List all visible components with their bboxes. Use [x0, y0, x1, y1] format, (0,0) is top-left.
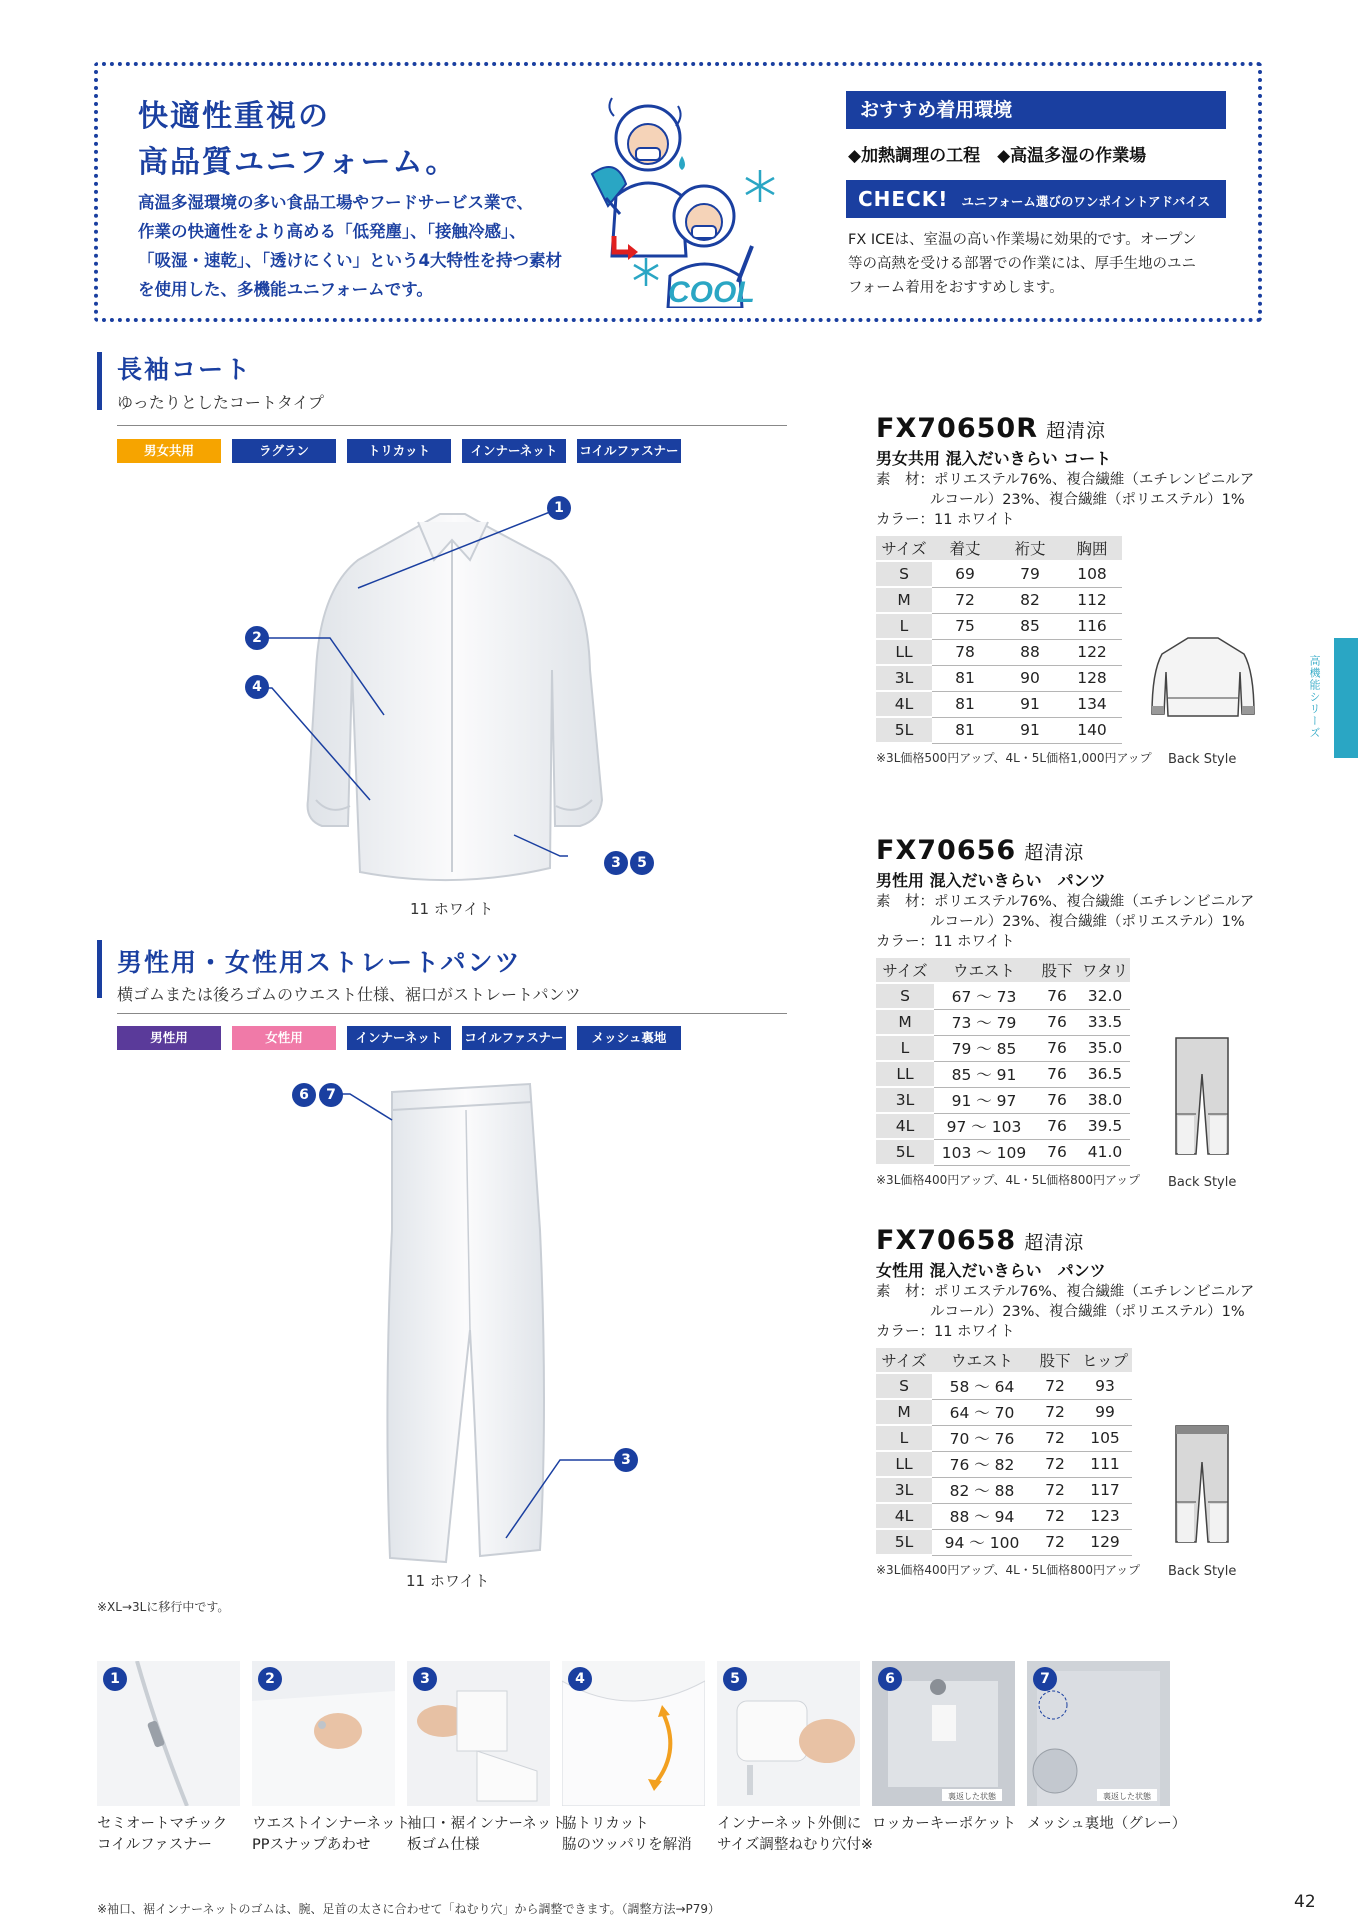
coat-section-bar — [97, 352, 102, 410]
pants-color-caption: 11 ホワイト — [406, 1572, 490, 1590]
table-row: 3L 91 ～ 97 76 38.0 — [876, 1087, 1130, 1113]
feature-num-3: 3 — [413, 1667, 437, 1691]
pants-callout-3: 3 — [614, 1448, 638, 1472]
table-row: S 67 ～ 73 76 32.0 — [876, 983, 1130, 1009]
size-migration-note: ※XL→3Lに移行中です。 — [97, 1600, 230, 1614]
tag-coil-zipper: コイルファスナー — [577, 439, 681, 463]
feature-num-1: 1 — [103, 1667, 127, 1691]
back-style-label-3: Back Style — [1168, 1564, 1237, 1579]
tag-tricut: トリカット — [347, 439, 451, 463]
table-row: L 75 85 116 — [876, 613, 1122, 639]
pants-callout-lines — [310, 1080, 630, 1550]
feature-caption-4: 脇トリカット 脇のツッパリを解消 — [562, 1816, 692, 1853]
material-info: 素 材：ポリエステル76%、複合繊維（エチレンビニルア ルコール）23%、複合繊維（ポリエステル）1% カラー：11 ホワイト — [876, 894, 1255, 950]
pants-callout-6: 6 — [292, 1083, 316, 1107]
intro-text: 高温多湿環境の多い食品工場やフードサービス業で、 作業の快適性をより高める「低発塵」、「接触冷感」、 「吸湿・速乾」、「透けにくい」という4大特性を持つ素材 を使用した、多機能ユニフォームです。 — [138, 193, 562, 299]
table-row: S 58 ～ 64 72 93 — [876, 1373, 1132, 1399]
coat-callout-5: 5 — [630, 851, 654, 875]
price-note: ※3L価格400円アップ、4L・5L価格800円アップ — [876, 1173, 1141, 1187]
intro-title: 快適性重視の 高品質ユニフォーム。 — [138, 99, 458, 180]
footnote: ※袖口、裾インナーネットのゴムは、腕、足首の太さに合わせて「ねむり穴」から調整できます。（調整方法→P79） — [97, 1902, 721, 1916]
table-row: 4L 97 ～ 103 76 39.5 — [876, 1113, 1130, 1139]
intro-box — [94, 62, 1262, 322]
back-style-label-1: Back Style — [1168, 752, 1237, 767]
side-index-tab[interactable] — [1334, 638, 1358, 758]
check-header — [846, 180, 1226, 218]
feature-photo-7 — [1027, 1661, 1170, 1806]
feature-photo-5 — [717, 1661, 860, 1806]
pants-section-rule — [117, 1013, 787, 1014]
size-table: サイズ 着丈 裄丈 胸囲 S 69 79 108 M 72 82 112 L 75 85 116 LL 78 88 122 3L 81 90 128 4L 81 91 134 5L 81 91 140 — [876, 536, 1122, 744]
pants-section-subtitle: 横ゴムまたは後ろゴムのウエスト仕様、裾口がストレートパンツ — [117, 985, 581, 1004]
tag-inner-net-pants: インナーネット — [347, 1026, 451, 1050]
pants-section-title: 男性用・女性用ストレートパンツ — [117, 948, 522, 977]
product-name: 男女共用 混入だいきらい コート — [876, 449, 1112, 468]
table-row: 3L 82 ～ 88 72 117 — [876, 1477, 1132, 1503]
feature-caption-5: インナーネット外側に サイズ調整ねむり穴付※ — [717, 1816, 873, 1853]
table-row: LL 78 88 122 — [876, 639, 1122, 665]
feature-num-6: 6 — [878, 1667, 902, 1691]
table-row: M 73 ～ 79 76 33.5 — [876, 1009, 1130, 1035]
feature-num-4: 4 — [568, 1667, 592, 1691]
tag-inner-net: インナーネット — [462, 439, 566, 463]
product-name: 男性用 混入だいきらい パンツ — [876, 871, 1106, 890]
table-row: LL 76 ～ 82 72 111 — [876, 1451, 1132, 1477]
material-info: 素 材：ポリエステル76%、複合繊維（エチレンビニルア ルコール）23%、複合繊維（ポリエステル）1% カラー：11 ホワイト — [876, 472, 1255, 528]
material-info: 素 材：ポリエステル76%、複合繊維（エチレンビニルア ルコール）23%、複合繊維（ポリエステル）1% カラー：11 ホワイト — [876, 1284, 1255, 1340]
table-row: S 69 79 108 — [876, 561, 1122, 587]
env-text: ◆加熱調理の工程 ◆高温多湿の作業場 — [848, 146, 1147, 166]
coat-section-rule — [117, 425, 787, 426]
flipped-badge-6: 裏返した状態 — [948, 1792, 996, 1801]
table-row: 3L 81 90 128 — [876, 665, 1122, 691]
tag-womens: 女性用 — [232, 1026, 336, 1050]
product-name: 女性用 混入だいきらい パンツ — [876, 1261, 1106, 1280]
check-subtitle: ユニフォーム選びのワンポイントアドバイス — [961, 194, 1211, 209]
feature-caption-7: メッシュ裏地（グレー） — [1027, 1816, 1187, 1832]
check-title: CHECK! — [858, 187, 949, 211]
coat-color-caption: 11 ホワイト — [410, 900, 494, 918]
tag-unisex: 男女共用 — [117, 439, 221, 463]
tag-mens: 男性用 — [117, 1026, 221, 1050]
env-title: おすすめ着用環境 — [846, 91, 1226, 129]
feature-photo-3 — [407, 1661, 550, 1806]
table-row: 5L 81 91 140 — [876, 717, 1122, 743]
check-text: FX ICEは、室温の高い作業場に効果的です。オープン 等の高熱を受ける部署での作業には、厚手生地のユニ フォーム着用をおすすめします。 — [848, 232, 1197, 296]
feature-caption-6: ロッカーキーポケット — [872, 1816, 1016, 1832]
coat-callout-lines — [250, 500, 590, 870]
cool-worker-illustration — [586, 86, 786, 308]
table-row: 4L 81 91 134 — [876, 691, 1122, 717]
table-row: 5L 94 ～ 100 72 129 — [876, 1529, 1132, 1555]
coat-callout-3: 3 — [604, 851, 628, 875]
size-table: サイズ ウエスト 股下 ヒップ S 58 ～ 64 72 93 M 64 ～ 70 72 99 L 70 ～ 76 72 105 LL 76 ～ 82 72 111 3L 82 ～ 88 72 117 4L 88 ～ 94 72 123 5L 94 ～ 100 72 129 — [876, 1348, 1132, 1556]
feature-photo-1 — [97, 1661, 240, 1806]
price-note: ※3L価格400円アップ、4L・5L価格800円アップ — [876, 1563, 1141, 1577]
feature-photo-6 — [872, 1661, 1015, 1806]
page-number: 42 — [1294, 1892, 1316, 1912]
coat-callout-4: 4 — [245, 675, 269, 699]
coat-callout-1: 1 — [547, 496, 571, 520]
cool-label: COOL — [668, 276, 755, 308]
tag-mesh-lining: メッシュ裏地 — [577, 1026, 681, 1050]
tag-raglan: ラグラン — [232, 439, 336, 463]
product-code-line: FX70658 超清涼 — [876, 1225, 1085, 1256]
table-row: L 70 ～ 76 72 105 — [876, 1425, 1132, 1451]
feature-caption-1: セミオートマチック コイルファスナー — [97, 1816, 228, 1853]
mens-pants-back-style-illustration — [1172, 1034, 1232, 1160]
table-row: LL 85 ～ 91 76 36.5 — [876, 1061, 1130, 1087]
price-note: ※3L価格500円アップ、4L・5L価格1,000円アップ — [876, 751, 1152, 765]
feature-caption-3: 袖口・裾インナーネット 板ゴム仕様 — [407, 1816, 566, 1853]
table-row: M 64 ～ 70 72 99 — [876, 1399, 1132, 1425]
coat-section-title: 長袖コート — [117, 355, 253, 384]
pants-callout-7: 7 — [319, 1083, 343, 1107]
table-row: 4L 88 ～ 94 72 123 — [876, 1503, 1132, 1529]
flipped-badge-7: 裏返した状態 — [1103, 1792, 1151, 1801]
size-table: サイズ ウエスト 股下 ワタリ S 67 ～ 73 76 32.0 M 73 ～ 79 76 33.5 L 79 ～ 85 76 35.0 LL 85 ～ 91 76 36.5 3L 91 ～ 97 76 38.0 4L 97 ～ 103 76 39.5 5L 103 ～ 109 76 41.0 — [876, 958, 1130, 1166]
feature-photo-2 — [252, 1661, 395, 1806]
product-code-line: FX70650R 超清涼 — [876, 413, 1106, 444]
feature-num-7: 7 — [1033, 1667, 1057, 1691]
feature-caption-2: ウエストインナーネット PPスナップあわせ — [252, 1816, 411, 1853]
feature-photo-4 — [562, 1661, 705, 1806]
pants-section-bar — [97, 940, 102, 998]
table-row: M 72 82 112 — [876, 587, 1122, 613]
tag-coil-zipper-pants: コイルファスナー — [462, 1026, 566, 1050]
side-index-label: 高機能シリーズ — [1308, 655, 1321, 739]
feature-num-5: 5 — [723, 1667, 747, 1691]
feature-num-2: 2 — [258, 1667, 282, 1691]
product-code-line: FX70656 超清涼 — [876, 835, 1085, 866]
coat-callout-2: 2 — [245, 626, 269, 650]
coat-section-subtitle: ゆったりとしたコートタイプ — [117, 393, 325, 412]
table-row: L 79 ～ 85 76 35.0 — [876, 1035, 1130, 1061]
womens-pants-back-style-illustration — [1172, 1422, 1232, 1548]
back-style-label-2: Back Style — [1168, 1175, 1237, 1190]
coat-back-style-illustration — [1148, 632, 1258, 722]
table-row: 5L 103 ～ 109 76 41.0 — [876, 1139, 1130, 1165]
